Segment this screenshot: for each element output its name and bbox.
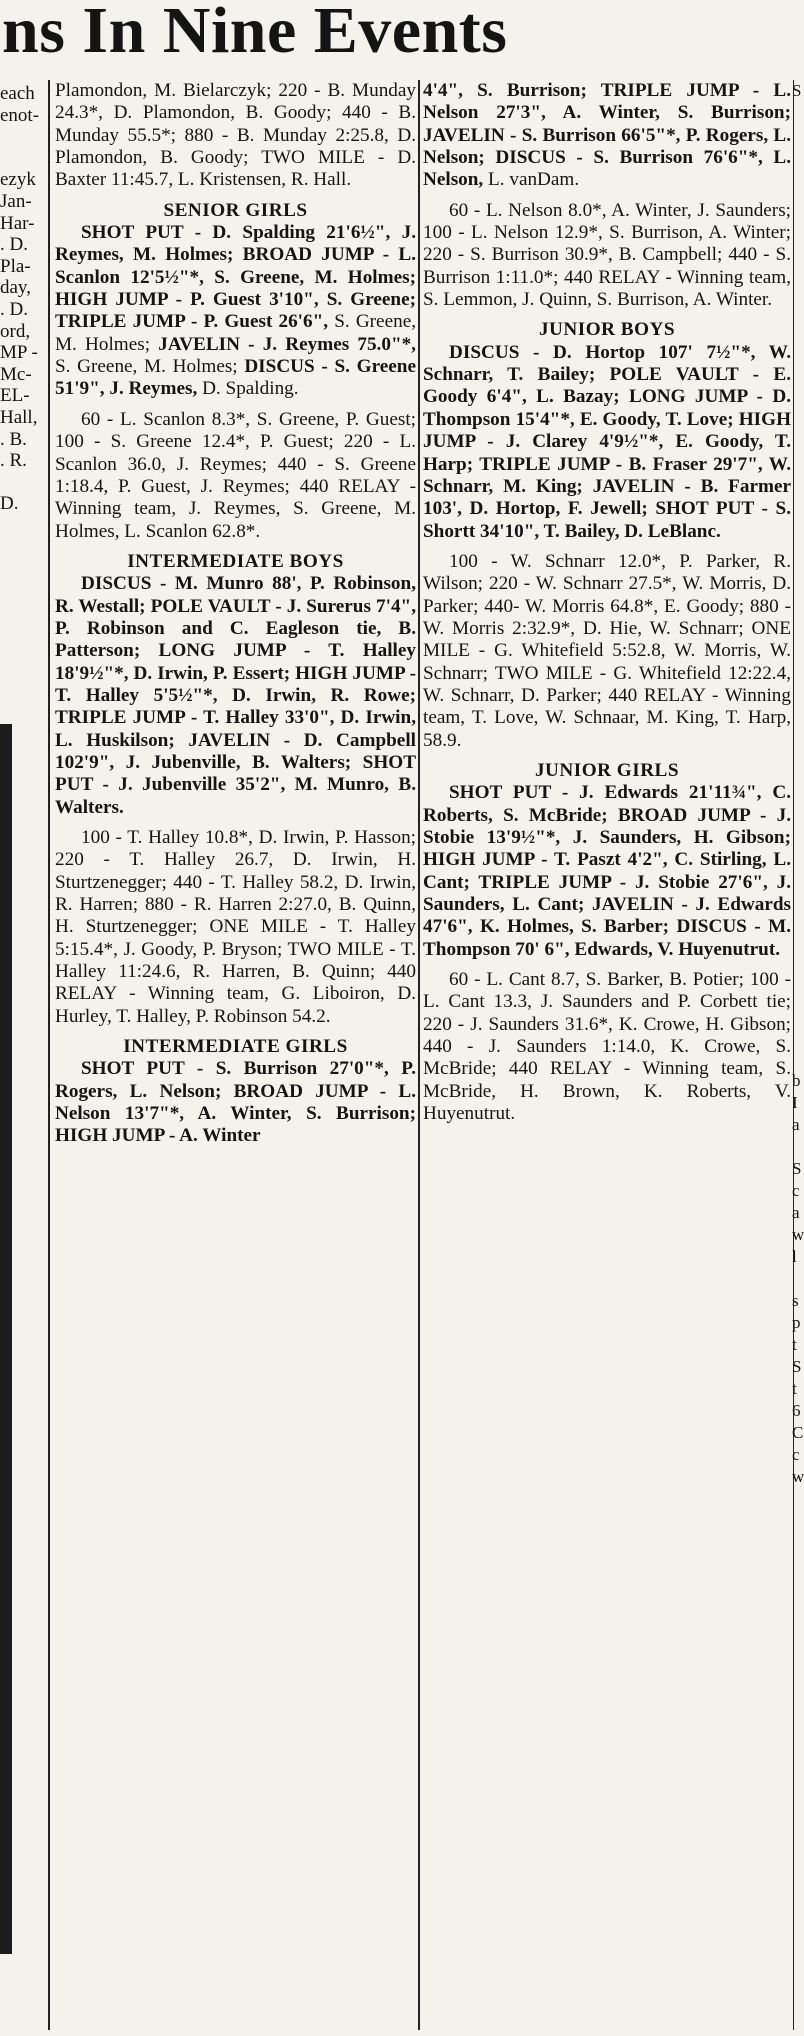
results-paragraph [423, 551, 791, 752]
results-paragraph [55, 409, 416, 543]
left-edge-line: . D. [0, 298, 28, 320]
field-events-text: JAVELIN - J. Reymes 75.0"*, [158, 333, 416, 355]
left-edge-line: EL- [0, 385, 30, 407]
right-edge-line [792, 586, 800, 608]
right-edge-line: S [792, 1159, 802, 1178]
right-edge-line [792, 102, 800, 124]
results-paragraph [55, 222, 416, 401]
section-heading [423, 760, 791, 782]
right-edge-line [792, 124, 800, 146]
results-paragraph [55, 827, 416, 1028]
right-edge-line [792, 894, 800, 916]
right-edge-line: a [792, 1115, 800, 1134]
results-text: 60 - L. Nelson 8.0*, A. Winter, J. Saunders; 100 - L. Nelson 12.9*, S. Burrison, A. Winter; 220 - S. Burrison 30.9*, B. Campbell; 440 - S. Burrison 1:11.0*; 440 RELAY - Winning team, S. Lemmon, J. Quinn, S. Burrison, A. Winter. [423, 199, 791, 311]
field-events-text: DISCUS - D. Hortop 107' 7½"*, W. Schnarr, T. Bailey; POLE VAULT - E. Goody 6'4", L. Bazay; LONG JUMP - D. Thompson 15'4"*, E. Goody, T. Love; HIGH JUMP - J. Clarey 4'9½"*, E. Goody, T. Harp; TRIPLE JUMP - B. Fraser 29'7", W. Schnarr, M. King; JAVELIN - B. Farmer 103', D. Hortop, F. Jewell; SHOT PUT - S. Shortt 34'10", T. Bailey, D. LeBlanc. [423, 341, 791, 542]
right-edge-line: l [792, 1247, 797, 1266]
left-edge-line: Hall, [0, 406, 38, 428]
column-results-b [423, 80, 791, 1125]
section-heading [55, 551, 416, 573]
field-events-text: INTERMEDIATE GIRLS [123, 1036, 348, 1058]
right-edge-line [792, 828, 800, 850]
field-events-text: DISCUS - M. Munro 88', P. Robinson, R. Westall; POLE VAULT - J. Surerus 7'4", P. Robinson and C. Eagleson tie, B. Patterson; LONG JUMP - T. Halley 18'9½"*, D. Irwin, P. Essert; HIGH JUMP - T. Halley 5'5½"*, D. Irwin, R. Rowe; TRIPLE JUMP - T. Halley 33'0", D. Irwin, L. Huskilson; JAVELIN - D. Campbell 102'9", J. Jubenville, B. Walters; SHOT PUT - J. Jubenville 35'2", M. Munro, B. Walters. [55, 573, 416, 818]
right-edge-line [792, 388, 800, 410]
right-edge-line [792, 1136, 800, 1158]
right-edge-line [792, 564, 800, 586]
right-edge-line: b [792, 1071, 801, 1090]
right-edge-fragments [792, 80, 804, 2030]
right-edge-line [792, 322, 800, 344]
right-edge-line: S [792, 1357, 802, 1376]
right-edge-line [792, 168, 800, 190]
left-edge-line: each [0, 83, 35, 104]
right-edge-line [792, 190, 800, 212]
right-edge-line [792, 1026, 800, 1048]
section-heading [423, 319, 791, 341]
right-edge-line [792, 630, 800, 652]
right-edge-line [792, 542, 800, 564]
left-edge-line: Mc- [0, 363, 32, 385]
left-edge-line: Jan- [0, 190, 32, 212]
left-edge-line: day, [0, 277, 31, 299]
left-edge-line: MP - [0, 342, 38, 364]
right-edge-line: p [792, 1313, 801, 1332]
right-edge-line [792, 476, 800, 498]
right-edge-line: w [792, 1467, 804, 1486]
results-text: 60 - L. Scanlon 8.3*, S. Greene, P. Guest; 100 - S. Greene 12.4*, P. Guest; 220 - L. Scanlon 36.0, J. Reymes; 440 - S. Greene 1:18.4, P. Guest, J. Reymes; 440 RELAY - Winning team, J. Reymes, S. Greene, M. Holmes, L. Scanlon 62.8*. [55, 408, 416, 542]
results-text: Plamondon, M. Bielarczyk; 220 - B. Munday 24.3*, D. Plamondon, B. Goody; 440 - B. Munday 55.5*; 880 - B. Munday 2:25.8, D. Plamondon, B. Goody; TWO MILE - D. Baxter 11:45.7, L. Kristensen, R. Hall. [55, 80, 416, 191]
right-edge-line: c [792, 1445, 800, 1464]
right-edge-line: t [792, 1379, 797, 1398]
right-edge-line [792, 1048, 800, 1070]
field-events-text: SENIOR GIRLS [163, 199, 308, 221]
right-edge-line [792, 454, 800, 476]
results-text: 100 - T. Halley 10.8*, D. Irwin, P. Hasson; 220 - T. Halley 26.7, D. Irwin, H. Sturtzenegger; 440 - T. Halley 58.2, D. Irwin, R. Harren; 880 - R. Harren 2:27.0, B. Quinn, H. Sturtzenegger; ONE MILE - T. Halley 5:15.4*, J. Goody, P. Bryson; TWO MILE - T. Halley 11:24.6, R. Harren, B. Quinn; 440 RELAY - Winning team, G. Liboiron, D. Hurley, T. Halley, P. Robinson 54.2. [55, 827, 416, 1027]
right-edge-line [792, 696, 800, 718]
right-edge-line [792, 1268, 800, 1290]
section-heading [55, 200, 416, 222]
left-edge-line: . R. [0, 450, 27, 472]
photo-edge [0, 724, 12, 1954]
right-edge-line: I [792, 1093, 798, 1112]
right-edge-line [792, 366, 800, 388]
field-events-text: JUNIOR GIRLS [534, 759, 680, 781]
right-edge-line: c [792, 1181, 800, 1200]
left-edge-line: . D. [0, 234, 28, 256]
right-edge-line [792, 960, 800, 982]
results-paragraph [423, 969, 791, 1125]
right-edge-line [792, 520, 800, 542]
results-text: D. Spalding. [197, 378, 299, 400]
results-text: L. vanDam. [483, 169, 580, 191]
right-edge-line [792, 784, 800, 806]
right-edge-line [792, 674, 800, 696]
right-edge-line [792, 872, 800, 894]
right-edge-line [792, 740, 800, 762]
left-edge-line: ord, [0, 320, 31, 342]
right-edge-line [792, 344, 800, 366]
headline: ns In Nine Events [2, 0, 508, 67]
right-edge-line: 6 [792, 1401, 801, 1420]
right-edge-line [792, 916, 800, 938]
right-edge-line [792, 234, 800, 256]
left-edge-line: ezyk [0, 169, 36, 191]
field-events-text: 4'4", S. Burrison; TRIPLE JUMP - L. Nelson 27'3", A. Winter, S. Burrison; JAVELIN - S. Burrison 66'5"*, P. Rogers, L. Nelson; DISCUS - S. Burrison 76'6"*, L. Nelson, [423, 80, 791, 191]
column-rule-left [48, 80, 50, 2030]
results-paragraph [55, 80, 416, 192]
right-edge-line [792, 938, 800, 960]
results-text: 100 - W. Schnarr 12.0*, P. Parker, R. Wilson; 220 - W. Schnarr 27.5*, W. Morris, D. Parker; 440- W. Morris 64.8*, E. Goody; 880 - W. Morris 2:32.9*, D. Hie, W. Schnarr; ONE MILE - G. Whitefield 5:52.8, W. Morris, W. Schnarr; TWO MILE - G. Whitefield 12:22.4, W. Schnarr, D. Parker; 440 RELAY - Winning team, T. Love, W. Schnaar, M. King, T. Harp, 58.9. [423, 550, 791, 751]
right-edge-line [792, 300, 800, 322]
right-edge-line [792, 278, 800, 300]
results-text: 60 - L. Cant 8.7, S. Barker, B. Potier; 100 - L. Cant 13.3, J. Saunders and P. Corbett tie; 220 - J. Saunders 31.6*, K. Crowe, H. Gibson; 440 - J. Saunders 1:14.0, K. Crowe, S. McBride; 440 RELAY - Winning team, S. McBride, H. Brown, K. Roberts, V. Huyenutrut. [423, 969, 791, 1125]
right-edge-line [792, 146, 800, 168]
right-edge-line: t [792, 1335, 797, 1354]
right-edge-line: w [792, 1225, 804, 1244]
results-paragraph [423, 782, 791, 961]
field-events-text: INTERMEDIATE BOYS [127, 550, 344, 572]
results-paragraph [55, 573, 416, 819]
field-events-text: SHOT PUT - J. Edwards 21'11¾", C. Roberts, S. McBride; BROAD JUMP - J. Stobie 13'9½"*, J. Saunders, H. Gibson; HIGH JUMP - T. Paszt 4'2", C. Stirling, L. Cant; TRIPLE JUMP - J. Stobie 27'6", J. Saunders, L. Cant; JAVELIN - J. Edwards 47'6", K. Holmes, S. Barber; DISCUS - M. Thompson 70' 6", Edwards, V. Huyenutrut. [423, 782, 791, 960]
results-paragraph [55, 1058, 416, 1147]
right-edge-line [792, 212, 800, 234]
right-edge-line [792, 256, 800, 278]
right-edge-line [792, 652, 800, 674]
left-edge-line: Har- [0, 212, 35, 234]
results-paragraph [423, 342, 791, 543]
field-events-text: JUNIOR BOYS [538, 319, 676, 341]
right-edge-line [792, 432, 800, 454]
right-edge-line [792, 762, 800, 784]
right-edge-line [792, 718, 800, 740]
right-edge-line [792, 410, 800, 432]
right-edge-line [792, 850, 800, 872]
right-edge-line: s [792, 1291, 799, 1310]
column-rule-middle [418, 80, 420, 2030]
right-edge-line: S [792, 81, 802, 100]
right-edge-line: C [792, 1423, 804, 1442]
left-edge-line: D. [0, 493, 19, 515]
right-edge-line [792, 1004, 800, 1026]
field-events-text: DISCUS - S. Greene 51'9", J. Reymes, [55, 356, 416, 400]
left-edge-line: enot- [0, 104, 40, 126]
left-edge-line: Pla- [0, 255, 31, 277]
results-paragraph [423, 200, 791, 312]
field-events-text: SHOT PUT - S. Burrison 27'0"*, P. Rogers, L. Nelson; BROAD JUMP - L. Nelson 13'7"*, A. Winter, S. Burrison; HIGH JUMP - A. Winter [55, 1058, 416, 1147]
right-edge-line [792, 498, 800, 520]
left-edge-line: . B. [0, 428, 27, 450]
right-edge-line [792, 982, 800, 1004]
field-events-text: SHOT PUT - D. Spalding 21'6½", J. Reymes, M. Holmes; BROAD JUMP - L. Scanlon 12'5½"*, S. Greene, M. Holmes; HIGH JUMP - P. Guest 3'10", S. Greene; TRIPLE JUMP - P. Guest 26'6", [55, 222, 416, 333]
column-results-a [55, 80, 416, 1148]
section-heading [55, 1036, 416, 1058]
right-edge-line [792, 608, 800, 630]
results-text: S. Greene, M. Holmes; [55, 356, 245, 378]
right-edge-line: a [792, 1203, 800, 1222]
results-text: S. Greene, M. Holmes; [55, 311, 417, 355]
results-paragraph [423, 80, 791, 192]
right-edge-line [792, 806, 800, 828]
